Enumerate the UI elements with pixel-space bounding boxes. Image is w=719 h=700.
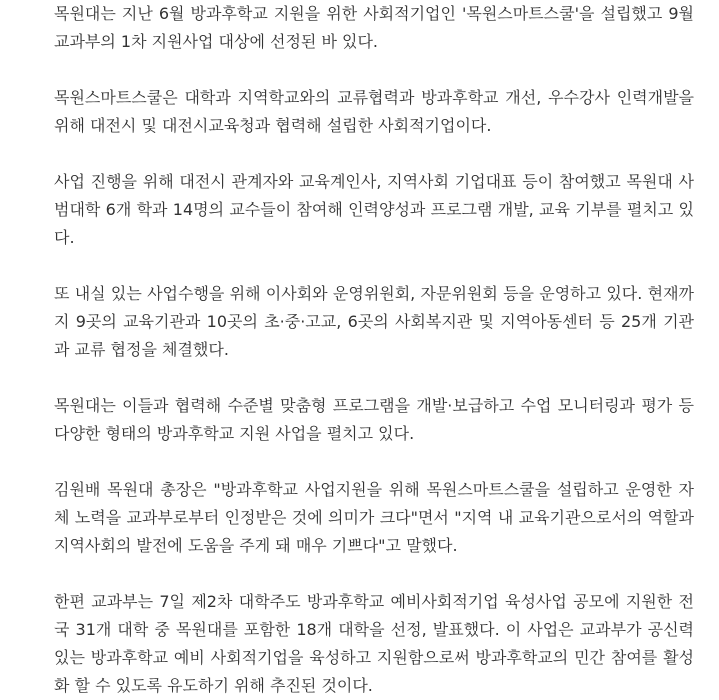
article-paragraph-3: 사업 진행을 위해 대전시 관계자와 교육계인사, 지역사회 기업대표 등이 참여했고 목원대 사범대학 6개 학과 14명의 교수들이 참여해 인력양성과 프로그램 개발, 교육 기부를 펼치고 있다. [54, 172, 694, 247]
article-paragraph-6: 김원배 목원대 총장은 "방과후학교 사업지원을 위해 목원스마트스쿨을 설립하고 운영한 자체 노력을 교과부로부터 인정받은 것에 의미가 크다"면서 "지역 내 교육기관으로서의 역할과 지역사회의 발전에 도움을 주게 돼 매우 기쁘다"고 말했다. [54, 480, 694, 555]
article-paragraph-1: 목원대는 지난 6월 방과후학교 지원을 위한 사회적기업인 '목원스마트스쿨'을 설립했고 9월 교과부의 1차 지원사업 대상에 선정된 바 있다. [54, 4, 694, 51]
article-paragraph-4: 또 내실 있는 사업수행을 위해 이사회와 운영위원회, 자문위원회 등을 운영하고 있다. 현재까지 9곳의 교육기관과 10곳의 초·중·고교, 6곳의 사회복지관 및 지역아동센터 등 25개 기관과 교류 협정을 체결했다. [54, 284, 694, 359]
article-paragraph-7: 한편 교과부는 7일 제2차 대학주도 방과후학교 예비사회적기업 육성사업 공모에 지원한 전국 31개 대학 중 목원대를 포함한 18개 대학을 선정, 발표했다. 이 사업은 교과부가 공신력 있는 방과후학교 예비 사회적기업을 육성하고 지원함으로써 방과후학교의 민간 참여를 활성화 할 수 있도록 유도하기 위해 추진된 것이다. [54, 592, 694, 695]
article-paragraph-2: 목원스마트스쿨은 대학과 지역학교와의 교류협력과 방과후학교 개선, 우수강사 인력개발을 위해 대전시 및 대전시교육청과 협력해 설립한 사회적기업이다. [54, 88, 694, 135]
article-paragraph-5: 목원대는 이들과 협력해 수준별 맞춤형 프로그램을 개발·보급하고 수업 모니터링과 평가 등 다양한 형태의 방과후학교 지원 사업을 펼치고 있다. [54, 396, 694, 443]
